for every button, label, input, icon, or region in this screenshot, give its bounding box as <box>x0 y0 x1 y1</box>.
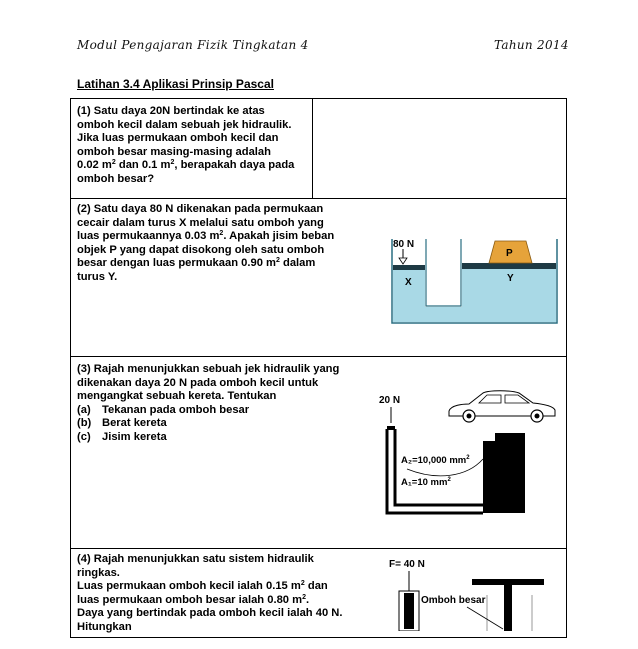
question-row-2 <box>71 199 566 357</box>
q1-line: (1) Satu daya 20N bertindak ke atas <box>77 105 265 117</box>
hydraulic-jack-car-diagram <box>377 389 567 521</box>
text-part: besar dengan luas permukaan 0.90 m <box>77 257 276 270</box>
superscript: 2 <box>111 159 116 167</box>
list-item <box>77 404 339 418</box>
small-piston <box>393 265 425 270</box>
force-label: 20 N <box>379 395 401 406</box>
liquid-bottom <box>393 307 556 322</box>
q3-line: dikenakan daya 20 N pada omboh kecil untuk <box>77 376 319 389</box>
superscript: 2 <box>302 593 306 601</box>
text-part: dan 0.1 m <box>115 159 171 172</box>
force-arrowhead <box>399 258 407 264</box>
q4-line: Daya yang bertindak pada omboh kecil ialah 40 N. <box>77 607 343 620</box>
q4-line <box>77 580 342 594</box>
item-text: Jisim kereta <box>102 430 167 443</box>
q2-line: cecair dalam turus X melalui satu omboh yang <box>77 216 324 229</box>
superscript: 2 <box>170 159 175 167</box>
q4-line <box>77 594 342 608</box>
q3-line: mengangkat sebuah kereta. Tentukan <box>77 390 277 403</box>
text-part: . <box>305 593 310 606</box>
question-row-3 <box>71 357 566 549</box>
header-year: Tahun 2014 <box>494 38 569 52</box>
large-cylinder-inner <box>485 441 523 511</box>
text-part: . Apakah jisim beban <box>223 230 335 243</box>
text-part: luas permukaan omboh besar ialah 0.80 m <box>77 593 303 606</box>
question-2-text <box>77 203 334 285</box>
question-row-4 <box>71 549 566 649</box>
tube-outline <box>387 429 483 513</box>
area-a2-label: A₂=10,000 $mm^2$ <box>401 455 470 466</box>
item-text: Tekanan pada omboh besar <box>102 403 250 416</box>
label-x: X <box>405 277 412 288</box>
cell-divider <box>312 99 313 199</box>
q1-line: omboh besar? <box>77 172 155 185</box>
q1-line: omboh besar masing-masing adalah <box>77 145 271 158</box>
page-title: Latihan 3.4 Aplikasi Prinsip Pascal <box>77 77 274 91</box>
label-y: Y <box>507 273 514 284</box>
q1-line <box>77 159 294 173</box>
question-3-text <box>77 363 339 445</box>
text-part: luas permukaannya 0.03 m <box>77 230 220 243</box>
exercise-table <box>70 98 567 638</box>
q2-line <box>77 257 334 271</box>
q3-line: (3) Rajah menunjukkan sebuah jek hidraulik yang <box>77 363 340 375</box>
large-piston-block <box>495 433 525 441</box>
superscript: 2 <box>275 257 280 265</box>
large-piston-label: Omboh besar <box>421 595 486 606</box>
small-piston-rod <box>404 593 414 629</box>
item-key: (a) <box>77 403 91 416</box>
q2-line <box>77 230 334 244</box>
text-part: , berapakah daya pada <box>174 159 295 172</box>
list-item <box>77 417 339 431</box>
divider-block <box>426 239 461 306</box>
text-part: Luas permukaan omboh kecil ialah 0.15 m <box>77 580 301 593</box>
superscript: 2 <box>219 230 224 238</box>
text-part: dan <box>304 580 328 593</box>
item-key: (b) <box>77 417 92 430</box>
q1-line: omboh kecil dalam sebuah jek hidraulik. <box>77 118 292 131</box>
force-label: 80 N <box>393 239 415 250</box>
car-icon <box>449 391 555 422</box>
question-1-text <box>77 105 294 187</box>
item-key: (c) <box>77 430 91 443</box>
q2-line: objek P yang dapat disokong oleh satu omboh <box>77 243 325 256</box>
superscript: 2 <box>300 580 305 588</box>
large-piston-top <box>472 579 544 585</box>
question-row-1 <box>71 99 566 199</box>
hydraulic-system-diagram <box>387 553 565 631</box>
text-part: dalam <box>279 257 316 270</box>
label-p: P <box>506 248 513 259</box>
q4-line: (4) Rajah menunjukkan satu sistem hidraulik <box>77 553 314 565</box>
header-module-title: Modul Pengajaran Fizik Tingkatan 4 <box>77 38 309 52</box>
large-piston-rod <box>504 585 512 631</box>
force-label: F= 40 N <box>389 559 425 570</box>
question-4-text <box>77 553 342 635</box>
q2-line: (2) Satu daya 80 N dikenakan pada permukaan <box>77 203 324 215</box>
small-piston <box>387 426 395 430</box>
q3-subquestions <box>77 404 339 445</box>
area-a1-label: A₁=10 $mm^2$ <box>401 477 451 488</box>
q4-line: ringkas. <box>77 566 120 579</box>
q2-line: turus Y. <box>77 270 118 283</box>
label-pointer <box>467 607 503 629</box>
item-text: Berat kereta <box>102 417 167 430</box>
hydraulic-columns-diagram <box>389 229 579 325</box>
q4-line: Hitungkan <box>77 620 132 633</box>
q1-line: Jika luas permukaan omboh kecil dan <box>77 132 279 145</box>
large-piston <box>462 263 556 269</box>
text-part: 0.02 m <box>77 159 112 172</box>
list-item <box>77 431 339 445</box>
